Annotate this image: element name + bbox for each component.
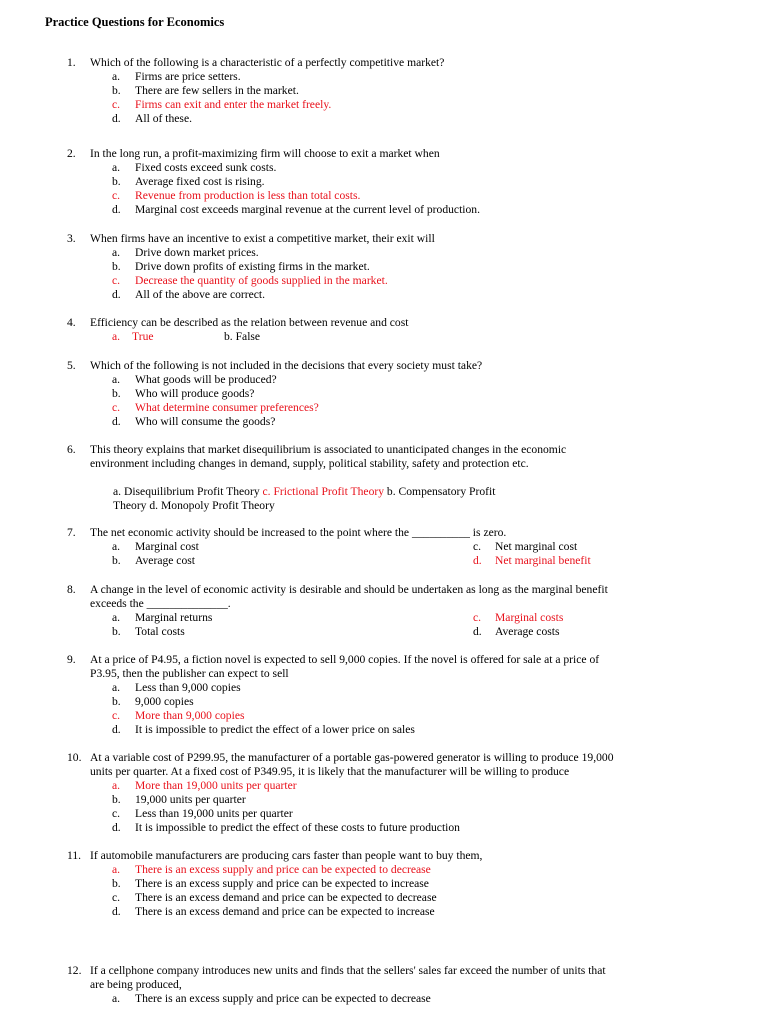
option-d: d. Marginal cost exceeds marginal revenue at the current level of production. <box>112 203 480 216</box>
question-number: 6. <box>67 443 76 456</box>
option-c-answer: c. Marginal costs <box>473 611 564 624</box>
option-b: b. False <box>224 330 261 343</box>
question-8 <box>67 583 737 639</box>
option-a: a. What goods will be produced? <box>112 373 277 386</box>
question-12 <box>67 964 737 1006</box>
question-text-line2: environment including changes in demand, supply, political stability, safety and protection etc. <box>90 457 529 470</box>
question-text-line2: P3.95, then the publisher can expect to sell <box>90 667 289 680</box>
option-d: d. Who will consume the goods? <box>112 415 276 428</box>
option-d: d. It is impossible to predict the effect of a lower price on sales <box>112 723 415 736</box>
option-d-answer: d. Net marginal benefit <box>473 554 591 567</box>
option-d: d. It is impossible to predict the effect of these costs to future production <box>112 821 460 834</box>
question-text: Efficiency can be described as the relation between revenue and cost <box>90 316 409 329</box>
option-a: a. There is an excess supply and price can be expected to decrease <box>112 992 431 1005</box>
option-b: b. There are few sellers in the market. <box>112 84 299 97</box>
question-text: Which of the following is not included in the decisions that every society must take? <box>90 359 483 372</box>
question-number: 7. <box>67 526 76 539</box>
question-number: 10. <box>67 751 82 764</box>
option-c-answer: c. Revenue from production is less than total costs. <box>112 189 361 202</box>
question-3 <box>67 232 737 302</box>
option-b: b. Average cost <box>112 554 195 567</box>
option-d: d. Average costs <box>473 625 560 638</box>
question-1 <box>67 56 737 126</box>
option-a-answer: a. True <box>112 330 154 343</box>
question-4 <box>67 316 737 344</box>
option-c-answer: c. Firms can exit and enter the market freely. <box>112 98 332 111</box>
question-text-line1: At a variable cost of P299.95, the manufacturer of a portable gas-powered generator is willing to produce 19,000 <box>90 751 614 764</box>
question-number: 12. <box>67 964 82 977</box>
question-text-line1: A change in the level of economic activity is desirable and should be undertaken as long as the marginal benefit <box>90 583 608 596</box>
option-b: b. Total costs <box>112 625 185 638</box>
option-b: b. 19,000 units per quarter <box>112 793 246 806</box>
option-d: d. All of these. <box>112 112 192 125</box>
question-text: When firms have an incentive to exist a competitive market, their exit will <box>90 232 435 245</box>
question-text: The net economic activity should be increased to the point where the __________ is zero. <box>90 526 507 539</box>
question-9 <box>67 653 737 737</box>
question-6 <box>67 443 737 513</box>
option-a: a. Marginal cost <box>112 540 199 553</box>
option-a-answer: a. There is an excess supply and price can be expected to decrease <box>112 863 431 876</box>
option-b: b. Drive down profits of existing firms in the market. <box>112 260 370 273</box>
options-row-2 <box>67 625 737 639</box>
question-number: 9. <box>67 653 76 666</box>
option-b: b. Compensatory Profit <box>384 485 496 498</box>
option-c-answer: c. Frictional Profit Theory <box>262 485 385 498</box>
question-text-line2: are being produced, <box>90 978 182 991</box>
question-number: 2. <box>67 147 76 160</box>
question-11 <box>67 849 737 919</box>
option-c: c. Net marginal cost <box>473 540 578 553</box>
option-a-b: a. Disequilibrium Profit Theory <box>113 485 263 498</box>
question-text: In the long run, a profit-maximizing firm will choose to exit a market when <box>90 147 440 160</box>
option-c: c. There is an excess demand and price can be expected to decrease <box>112 891 437 904</box>
question-2 <box>67 147 737 217</box>
option-d: d. There is an excess demand and price can be expected to increase <box>112 905 435 918</box>
options-inline-line2: Theory d. Monopoly Profit Theory <box>113 499 275 512</box>
option-a: a. Marginal returns <box>112 611 213 624</box>
question-text-line1: At a price of P4.95, a fiction novel is expected to sell 9,000 copies. If the novel is offered for sale at a price of <box>90 653 600 666</box>
options-row-1 <box>67 540 737 554</box>
option-a-answer: a. More than 19,000 units per quarter <box>112 779 297 792</box>
option-c-answer: c. More than 9,000 copies <box>112 709 245 722</box>
question-number: 4. <box>67 316 76 329</box>
option-a: a. Fixed costs exceed sunk costs. <box>112 161 277 174</box>
question-5 <box>67 359 737 429</box>
question-number: 3. <box>67 232 76 245</box>
option-b: b. 9,000 copies <box>112 695 194 708</box>
document-title: Practice Questions for Economics <box>45 15 225 29</box>
option-c-answer: c. Decrease the quantity of goods supplied in the market. <box>112 274 388 287</box>
question-10 <box>67 751 737 835</box>
question-number: 8. <box>67 583 76 596</box>
question-7 <box>67 526 737 568</box>
options-row <box>112 330 737 344</box>
question-text: If automobile manufacturers are producing cars faster than people want to buy them, <box>90 849 483 862</box>
question-text-line1: If a cellphone company introduces new units and finds that the sellers' sales far exceed the number of units that <box>90 964 606 977</box>
options-row-2 <box>67 554 737 568</box>
options-row-1 <box>67 611 737 625</box>
question-text-line1: This theory explains that market disequilibrium is associated to unanticipated changes in the economic <box>90 443 567 456</box>
options-inline <box>113 485 737 499</box>
option-b: b. Who will produce goods? <box>112 387 255 400</box>
option-c: c. Less than 19,000 units per quarter <box>112 807 293 820</box>
question-number: 1. <box>67 56 76 69</box>
option-b: b. Average fixed cost is rising. <box>112 175 265 188</box>
question-text-line2: exceeds the ______________. <box>90 597 231 610</box>
question-text: Which of the following is a characteristic of a perfectly competitive market? <box>90 56 445 69</box>
option-d: d. All of the above are correct. <box>112 288 266 301</box>
option-a: a. Drive down market prices. <box>112 246 259 259</box>
option-a: a. Firms are price setters. <box>112 70 241 83</box>
question-text-line2: units per quarter. At a fixed cost of P349.95, it is likely that the manufacturer will be willing to produce <box>90 765 570 778</box>
option-a: a. Less than 9,000 copies <box>112 681 241 694</box>
question-number: 5. <box>67 359 76 372</box>
question-number: 11. <box>67 849 82 862</box>
option-c-answer: c. What determine consumer preferences? <box>112 401 319 414</box>
option-b: b. There is an excess supply and price can be expected to increase <box>112 877 429 890</box>
